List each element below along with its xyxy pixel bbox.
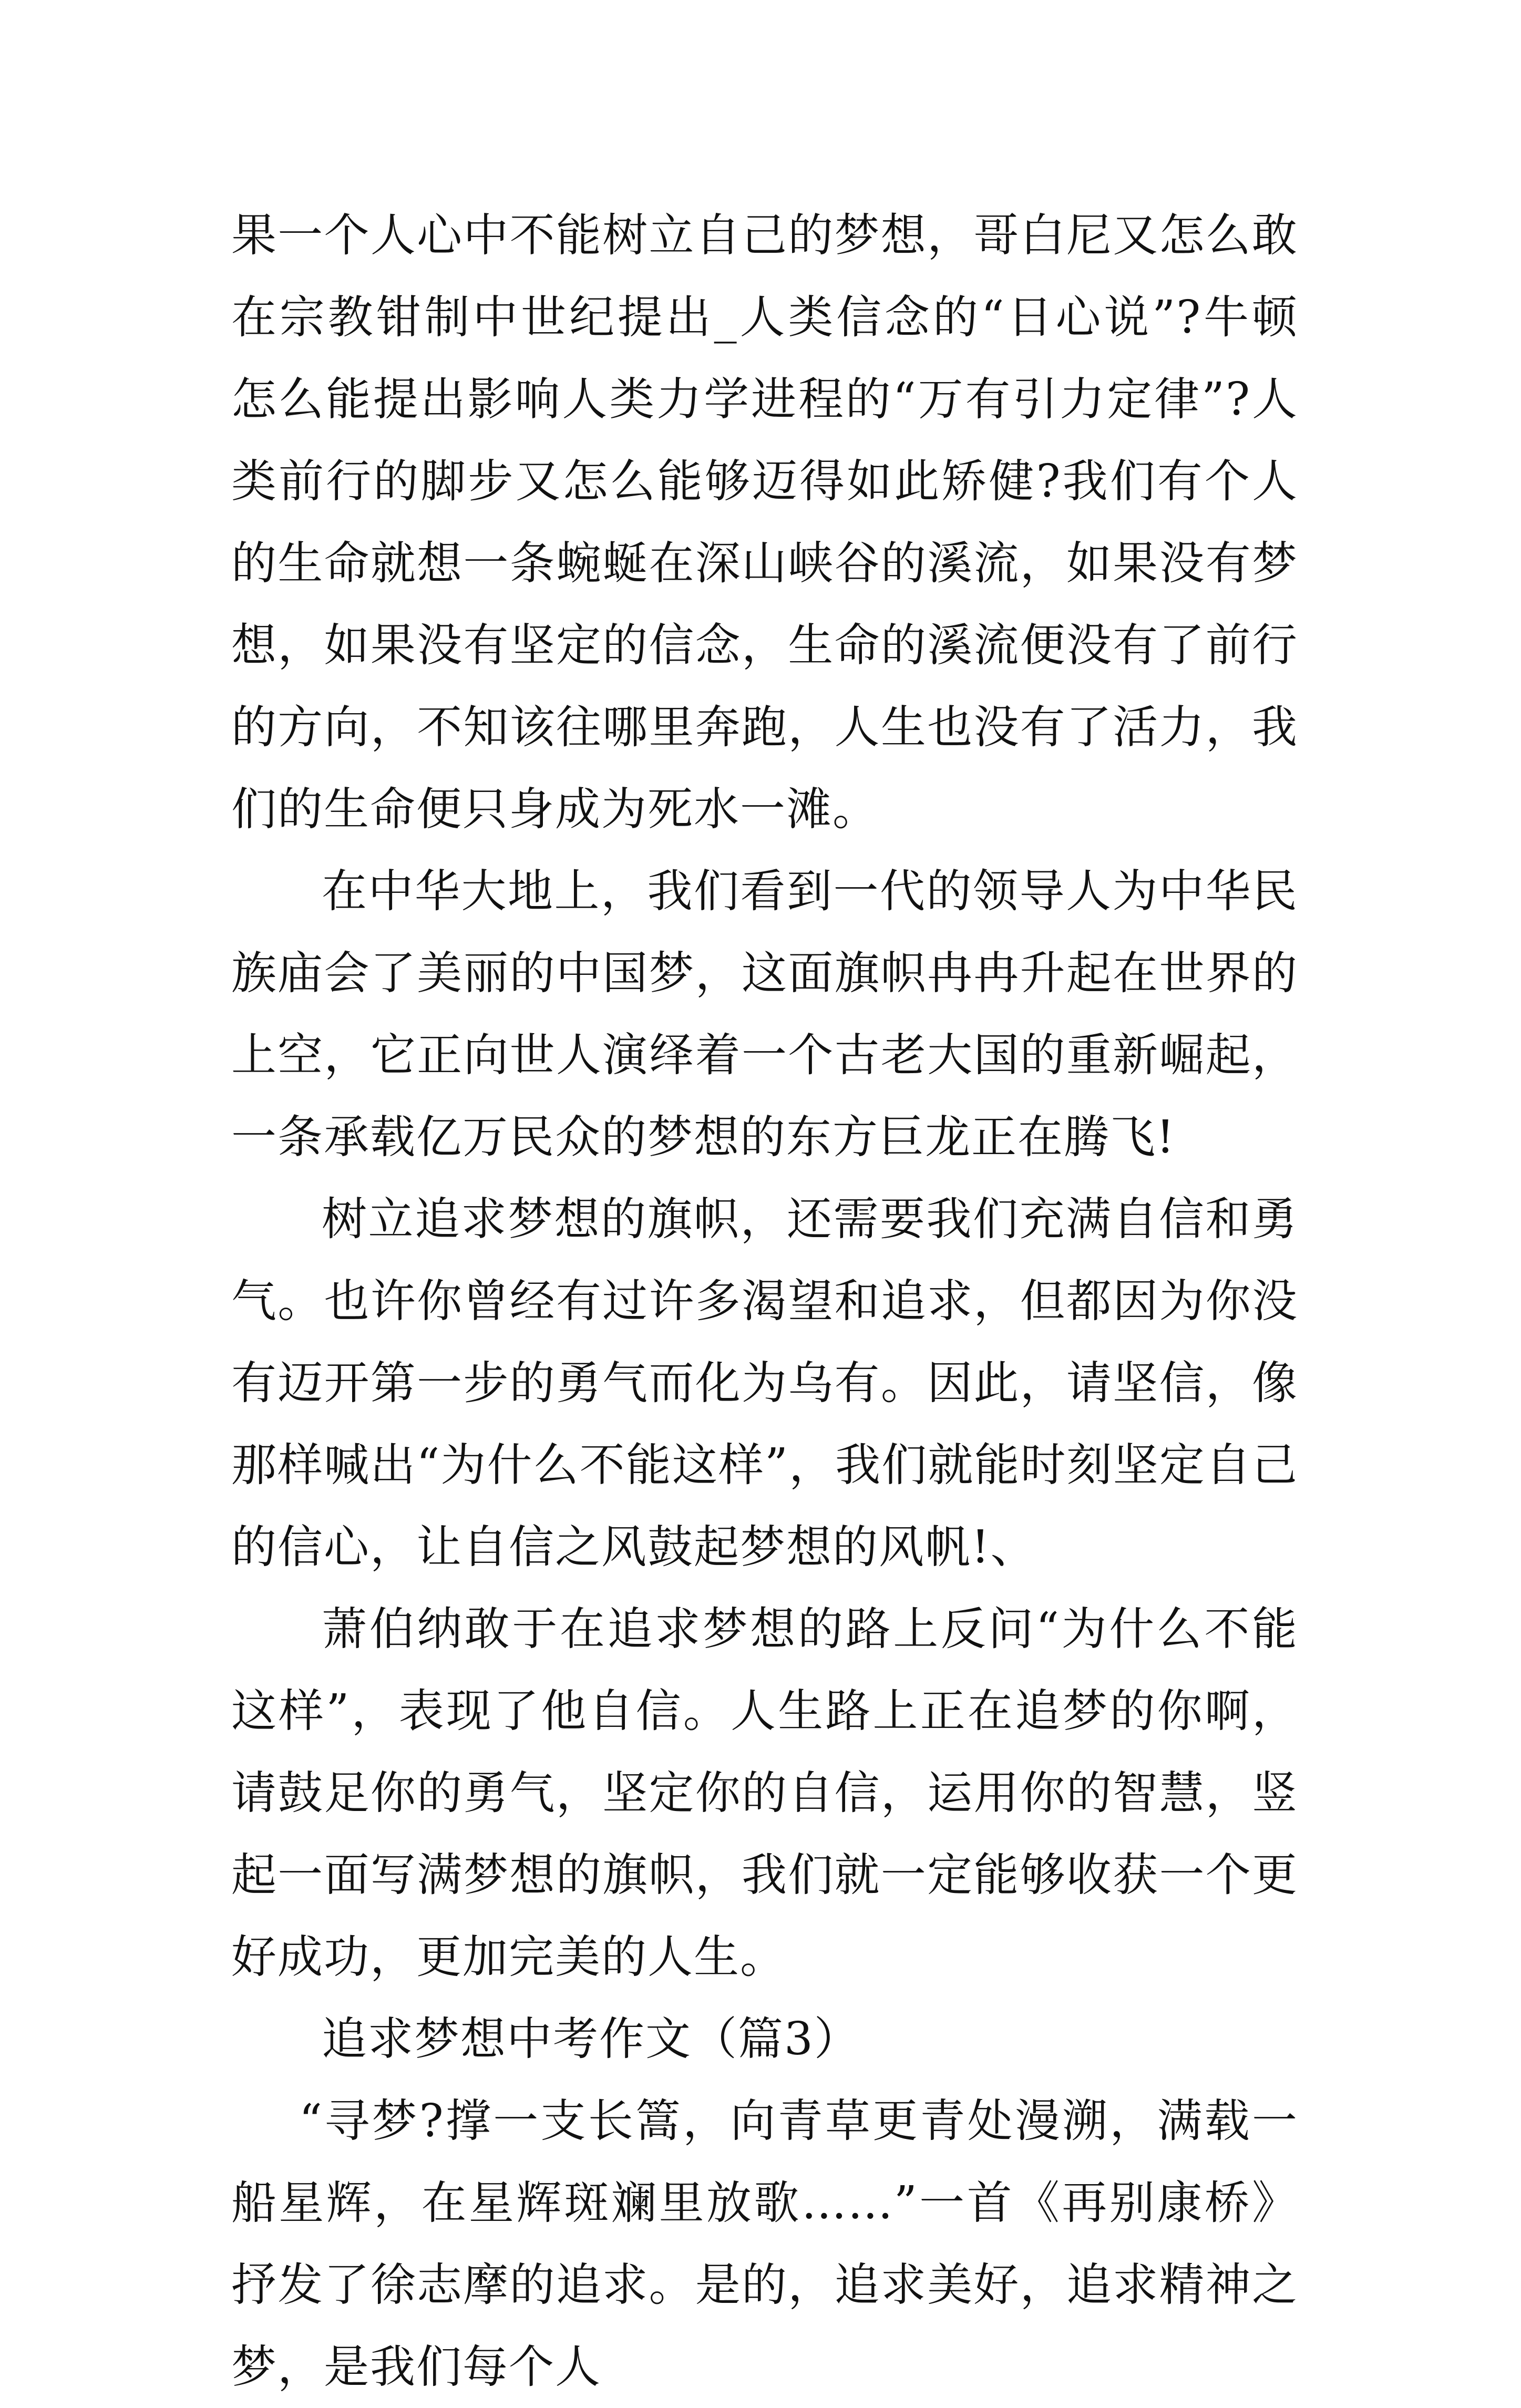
- article-body: [231, 194, 1298, 2408]
- section-heading: 追求梦想中考作文（篇3）: [322, 2013, 860, 2065]
- paragraph-dream-belief: 果一个人心中不能树立自己的梦想，哥白尼又怎么敢在宗教钳制中世纪提出_人类信念的“日心说”?牛顿怎么能提出影响人类力学进程的“万有引力定律”?人类前行的脚步又怎么能够迈得如此矫健?我们有个人的生命就想一条蜿蜒在深山峡谷的溪流，如果没有梦想，如果没有坚定的信念，生命的溪流便没有了前行的方向，不知该往哪里奔跑，人生也没有了活力，我们的生命便只身成为死水一滩。: [231, 209, 1298, 836]
- paragraph-china-dream: 在中华大地上，我们看到一代的领导人为中华民族庙会了美丽的中国梦，这面旗帜冉冉升起在世界的上空，它正向世人演绎着一个古老大国的重新崛起，一条承载亿万民众的梦想的东方巨龙正在腾飞!: [231, 865, 1298, 1164]
- paragraph-shaw: 萧伯纳敢于在追求梦想的路上反问“为什么不能这样”，表现了他自信。人生路上正在追梦的你啊，请鼓足你的勇气，坚定你的自信，运用你的智慧，竖起一面写满梦想的旗帜，我们就一定能够收获一个更好成功，更加完美的人生。: [231, 1603, 1298, 1983]
- paragraph-confidence-courage: 树立追求梦想的旗帜，还需要我们充满自信和勇气。也许你曾经有过许多渴望和追求，但都因为你没有迈开第一步的勇气而化为乌有。因此，请坚信，像那样喊出“为什么不能这样”，我们就能时刻坚定自己的信心，让自信之风鼓起梦想的风帆!、: [231, 1193, 1298, 1573]
- paragraph-xu-zhimo: “寻梦?撑一支长篙，向青草更青处漫溯，满载一船星辉，在星辉斑斓里放歌……”一首《再别康桥》抒发了徐志摩的追求。是的，追求美好，追求精神之梦，是我们每个人: [231, 2095, 1298, 2393]
